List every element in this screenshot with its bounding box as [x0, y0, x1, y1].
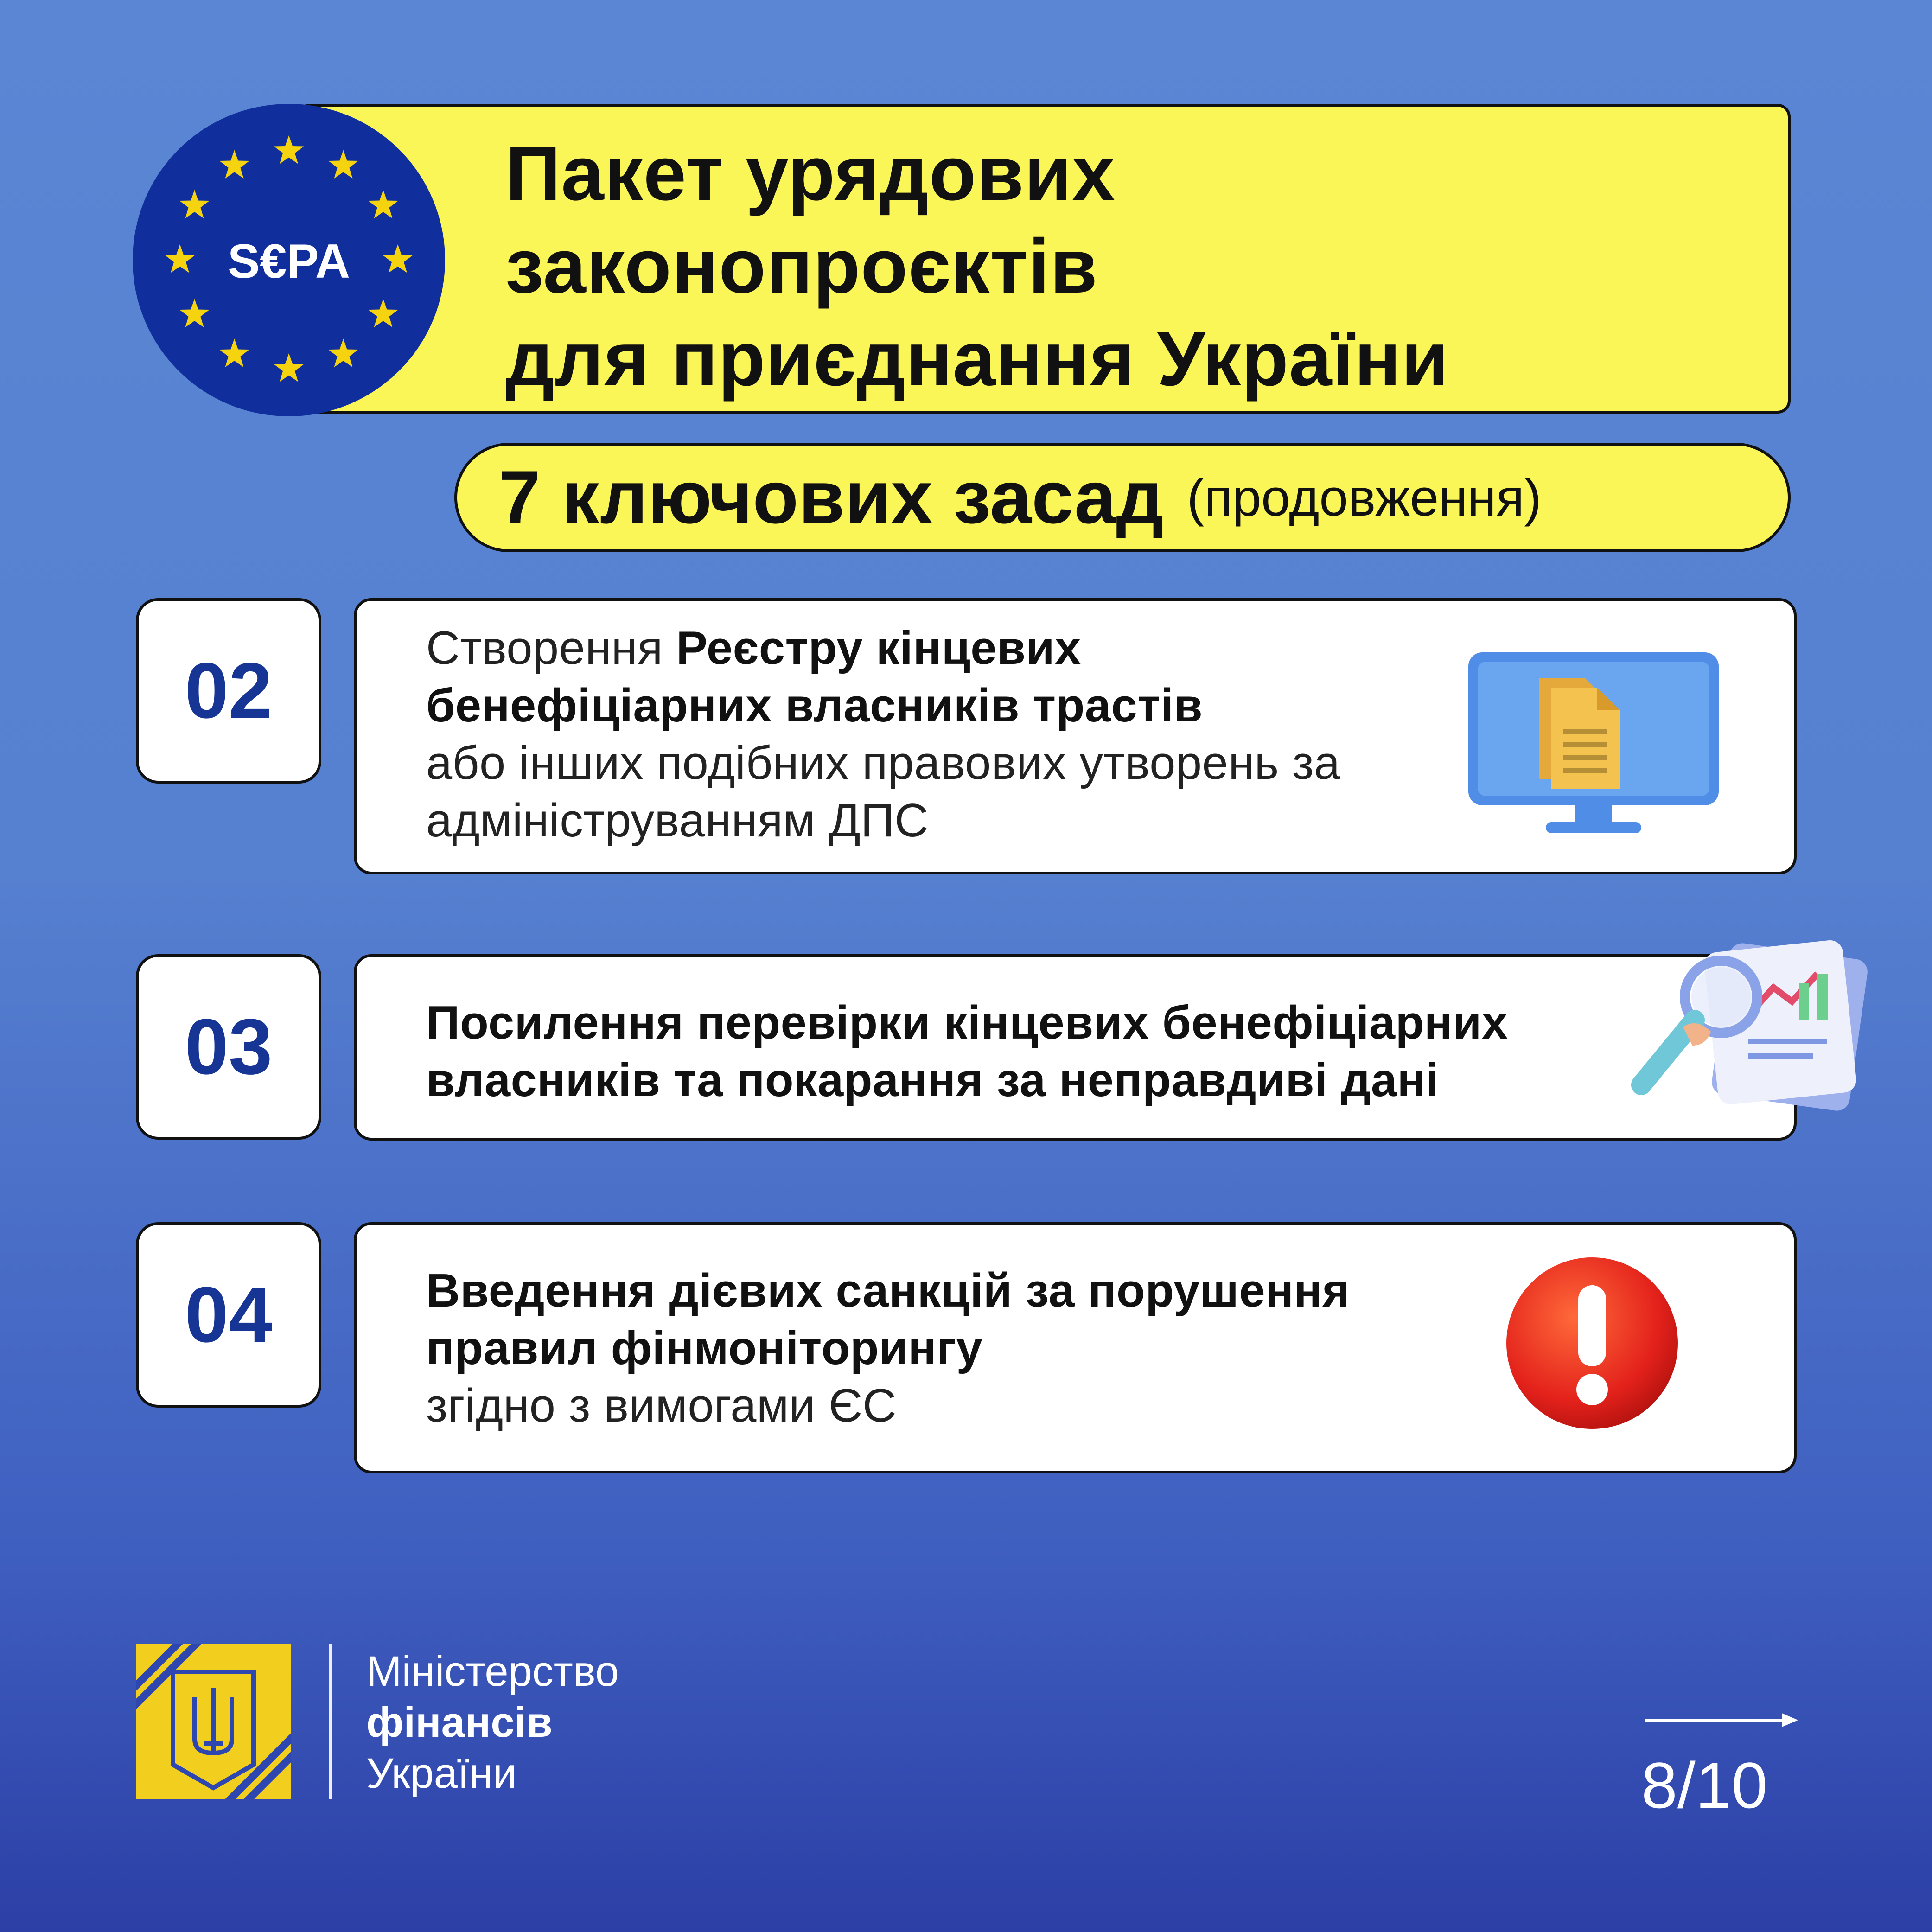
sepa-eu-logo [133, 104, 445, 416]
eu-star-icon [274, 135, 304, 164]
page-title: Пакет урядових законопроєктів для приєднання України [505, 131, 1449, 402]
ministry-logo [136, 1644, 291, 1799]
page-counter: 8/10 [1641, 1749, 1768, 1822]
item-number: 02 [136, 598, 321, 784]
next-arrow-icon[interactable] [1645, 1711, 1798, 1729]
item-card [354, 598, 1797, 874]
subtitle-pill [454, 443, 1791, 552]
item-number: 04 [136, 1222, 321, 1408]
footer-divider [329, 1644, 332, 1799]
item-text: Створення Реєстру кінцевих бенефіціарних власників трастів або інших подібних правових утворень за адмініструванням ДПС [426, 622, 1340, 847]
eu-star-icon [165, 244, 195, 273]
item-text: Введення дієвих санкцій за порушення правил фінмоніторингу згідно з вимогами ЄС [426, 1265, 1350, 1432]
eu-star-icon [368, 299, 398, 328]
eu-star-icon [219, 150, 249, 179]
monitor-document-icon [1465, 650, 1724, 840]
item-number: 03 [136, 954, 321, 1140]
eu-star-icon [328, 150, 358, 179]
eu-star-icon [328, 339, 358, 368]
magnifier-report-icon [1613, 932, 1882, 1127]
item-card [354, 1222, 1797, 1473]
ministry-name: Міністерство фінансів України [366, 1648, 619, 1797]
subtitle-note: (продовження) [1187, 468, 1542, 527]
warning-exclamation-icon [1502, 1253, 1683, 1434]
eu-star-icon [368, 190, 398, 219]
sepa-badge-text: S€PA [228, 235, 350, 288]
eu-star-icon [179, 190, 210, 219]
subtitle-main: 7 ключових засад [499, 455, 1164, 539]
eu-star-icon [274, 353, 304, 382]
eu-star-icon [219, 339, 249, 368]
item-card [354, 954, 1797, 1141]
eu-star-icon [383, 244, 413, 273]
item-text: Посилення перевірки кінцевих бенефіціарних власників та покарання за неправдиві дані [426, 997, 1508, 1106]
eu-star-icon [179, 299, 210, 328]
